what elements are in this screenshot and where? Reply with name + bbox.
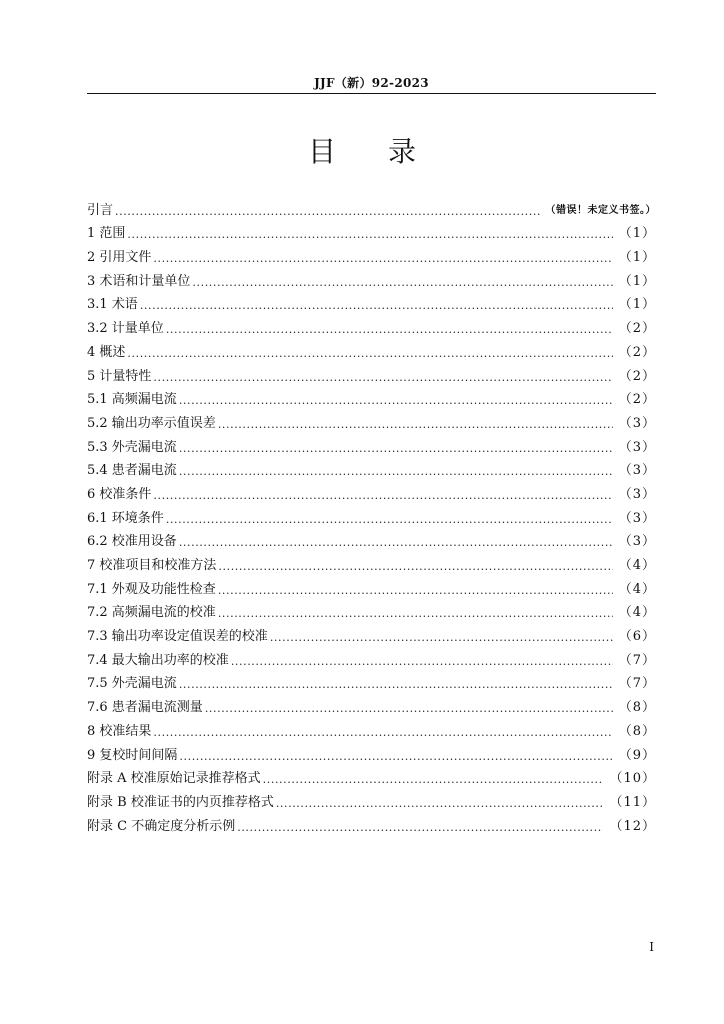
toc-entry[interactable]	[87, 290, 656, 314]
toc-entry[interactable]	[87, 219, 656, 243]
toc-entry-label: 5 计量特性	[87, 368, 152, 384]
toc-dot-leader	[115, 205, 539, 219]
toc-entry-label: 7.6 患者漏电流测量	[87, 700, 203, 716]
toc-entry-page: （1）	[618, 273, 656, 289]
toc-entry-page: （4）	[618, 605, 656, 621]
toc-title-char-1: 目	[307, 135, 336, 168]
toc-entry-label: 7 校准项目和校准方法	[87, 558, 217, 573]
toc-entry-label: 7.3 输出功率设定值误差的校准	[87, 629, 268, 645]
toc-entry-label: 5.2 输出功率示值误差	[87, 415, 216, 431]
toc-entry-label: 3.1 术语	[87, 297, 138, 313]
toc-dot-leader	[218, 418, 613, 432]
toc-entry-label: 3.2 计量单位	[87, 321, 164, 337]
toc-dot-leader	[276, 797, 604, 811]
toc-entry[interactable]	[87, 337, 656, 361]
toc-entry-page: （4）	[618, 581, 656, 597]
toc-entry[interactable]	[87, 811, 656, 835]
toc-entry[interactable]	[87, 574, 656, 598]
toc-entry-label: 附录 A 校准原始记录推荐格式	[87, 771, 261, 787]
toc-entry[interactable]	[87, 669, 656, 693]
toc-entry-page: （4）	[618, 558, 656, 573]
toc-entry-page: （2）	[618, 392, 656, 408]
toc-entry[interactable]	[87, 527, 656, 551]
toc-entry-page: （8）	[618, 700, 656, 716]
toc-dot-leader	[127, 347, 612, 361]
toc-entry-page: （7）	[618, 652, 656, 668]
toc-dot-leader	[270, 631, 613, 645]
toc-entry-label: 9 复校时间间隔	[87, 747, 178, 763]
toc-entry-label: 4 概述	[87, 344, 126, 360]
toc-dot-leader	[153, 489, 612, 503]
toc-dot-leader	[192, 276, 612, 290]
toc-entry-page: （12）	[609, 818, 656, 834]
header-rule	[87, 93, 656, 94]
toc-entry-page: （1）	[618, 297, 656, 313]
toc-dot-leader	[179, 394, 613, 408]
toc-dot-leader	[153, 371, 612, 385]
toc-entry[interactable]	[87, 787, 656, 811]
toc-entry[interactable]	[87, 645, 656, 669]
toc-entry-page: （1）	[618, 226, 656, 242]
toc-dot-leader	[140, 299, 613, 313]
toc-dot-leader	[218, 584, 613, 598]
toc-entry-label: 引言	[87, 202, 114, 218]
toc-entry-label: 7.1 外观及功能性检查	[87, 581, 216, 597]
toc-entry-page: （3）	[618, 486, 656, 502]
toc-entry-label: 7.4 最大输出功率的校准	[87, 652, 229, 668]
toc-entry[interactable]	[87, 361, 656, 385]
toc-entry-label: 6 校准条件	[87, 486, 152, 502]
toc-title	[0, 130, 724, 170]
toc-entry-page: （10）	[609, 771, 656, 787]
toc-entry[interactable]	[87, 479, 656, 503]
toc-dot-leader	[166, 513, 613, 527]
toc-entry-label: 附录 B 校准证书的内页推荐格式	[87, 794, 274, 810]
toc-title-char-2: 录	[388, 135, 417, 168]
toc-entry-label: 5.4 患者漏电流	[87, 463, 177, 479]
toc-dot-leader	[179, 536, 613, 550]
toc-entry[interactable]	[87, 432, 656, 456]
toc-entry-page: （错误！未定义书签。）	[545, 204, 656, 216]
toc-entry[interactable]	[87, 716, 656, 740]
toc-entry[interactable]	[87, 503, 656, 527]
document-code-header: JJF（新）92-2023	[314, 76, 429, 90]
toc-dot-leader	[218, 560, 612, 574]
toc-entry-label: 6.2 校准用设备	[87, 534, 177, 550]
toc-entry[interactable]	[87, 740, 656, 764]
toc-entry-page: （3）	[618, 463, 656, 479]
toc-entry-page: （2）	[618, 368, 656, 384]
toc-entry[interactable]	[87, 266, 656, 290]
toc-entry-label: 5.1 高频漏电流	[87, 392, 177, 408]
toc-entry-label: 6.1 环境条件	[87, 510, 164, 526]
toc-entry[interactable]	[87, 242, 656, 266]
toc-entry[interactable]	[87, 456, 656, 480]
toc-entry[interactable]	[87, 550, 656, 574]
toc-dot-leader	[127, 228, 612, 242]
toc-entry[interactable]	[87, 692, 656, 716]
toc-dot-leader	[153, 726, 612, 740]
toc-dot-leader	[166, 323, 613, 337]
toc-entry-page: （8）	[618, 723, 656, 739]
toc-entry-label: 3 术语和计量单位	[87, 273, 191, 289]
toc-entry-label: 8 校准结果	[87, 723, 152, 739]
toc-entry-page: （11）	[609, 794, 656, 810]
toc-entry[interactable]	[87, 195, 656, 219]
toc-dot-leader	[231, 655, 613, 669]
toc-entry[interactable]	[87, 621, 656, 645]
toc-entry-label: 7.5 外壳漏电流	[87, 676, 177, 692]
toc-dot-leader	[263, 773, 604, 787]
page-number: I	[649, 940, 654, 954]
toc-entry[interactable]	[87, 408, 656, 432]
toc-entry-page: （3）	[618, 415, 656, 431]
toc-entry-page: （2）	[618, 344, 656, 360]
toc-entry[interactable]	[87, 764, 656, 788]
toc-dot-leader	[153, 252, 612, 266]
toc-dot-leader	[179, 750, 612, 764]
toc-entry-page: （3）	[618, 439, 656, 455]
toc-dot-leader	[205, 702, 613, 716]
toc-dot-leader	[179, 678, 613, 692]
toc-entry-page: （3）	[618, 510, 656, 526]
toc-entry-page: （7）	[618, 676, 656, 692]
toc-entry-page: （3）	[618, 534, 656, 550]
toc-entry[interactable]	[87, 598, 656, 622]
toc-entry-label: 附录 C 不确定度分析示例	[87, 818, 236, 834]
toc-entry-label: 2 引用文件	[87, 250, 152, 266]
table-of-contents	[87, 195, 656, 835]
toc-entry-page: （2）	[618, 321, 656, 337]
toc-entry-label: 5.3 外壳漏电流	[87, 439, 177, 455]
toc-entry-label: 1 范围	[87, 226, 126, 242]
toc-entry[interactable]	[87, 385, 656, 409]
toc-dot-leader	[179, 465, 613, 479]
toc-entry-page: （6）	[618, 629, 656, 645]
toc-entry-page: （9）	[618, 747, 656, 763]
toc-entry-page: （1）	[618, 250, 656, 266]
toc-dot-leader	[218, 607, 613, 621]
toc-dot-leader	[237, 821, 603, 835]
toc-entry-label: 7.2 高频漏电流的校准	[87, 605, 216, 621]
toc-entry[interactable]	[87, 313, 656, 337]
toc-dot-leader	[179, 442, 613, 456]
